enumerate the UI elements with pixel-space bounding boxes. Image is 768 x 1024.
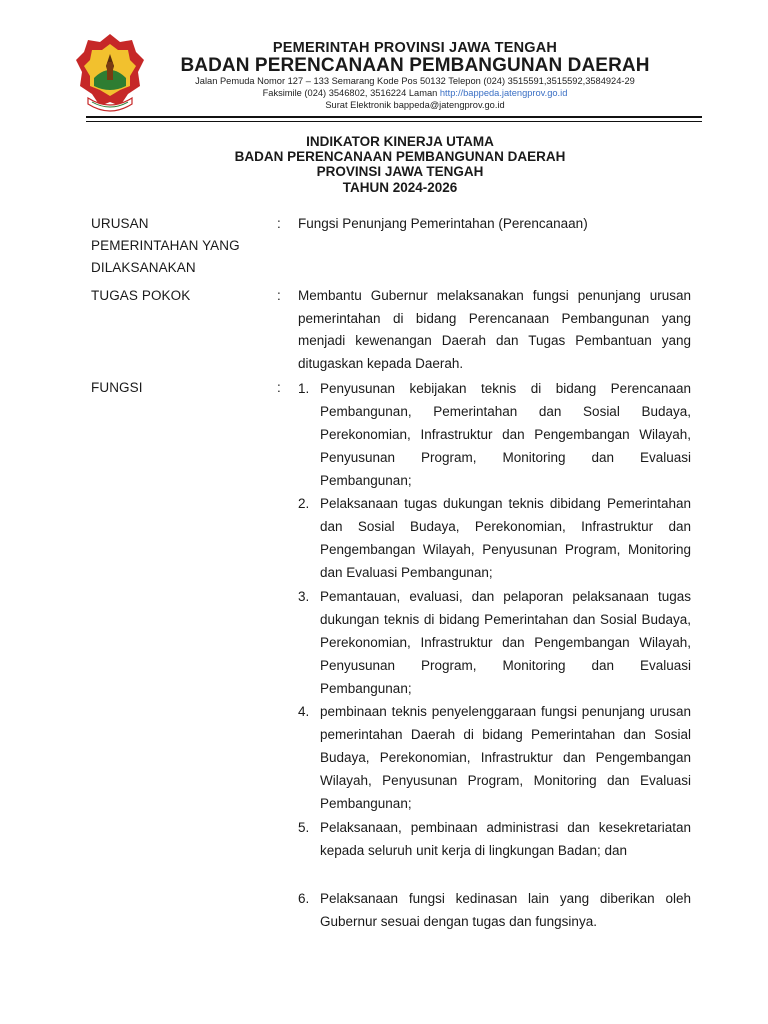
fungsi-item-text: Pelaksanaan, pembinaan administrasi dan kesekretariatan kepada seluruh unit kerja di lingkungan Badan; dan xyxy=(320,820,691,858)
fungsi-item-number: 4. xyxy=(298,704,310,719)
fungsi-item-text: Pemantauan, evaluasi, dan pelaporan pelaksanaan tugas dukungan teknis di bidang Pemerintahan dan Sosial Budaya, Perekonomian, Infrastruktur dan Pengembangan Wilayah, Penyusunan Program, Monitoring dan Evaluasi Pembangunan; xyxy=(320,589,691,696)
tugas-pokok-label: TUGAS POKOK xyxy=(91,288,191,303)
doc-title: INDIKATOR KINERJA UTAMA xyxy=(306,134,494,149)
letterhead-agency: BADAN PERENCANAAN PEMBANGUNAN DAERAH xyxy=(180,55,650,76)
fungsi-item xyxy=(298,377,691,492)
letterhead-divider-thin xyxy=(86,121,702,122)
doc-title-province: PROVINSI JAWA TENGAH xyxy=(316,164,484,179)
fungsi-item xyxy=(298,492,691,584)
fungsi-item-text: Pelaksanaan tugas dukungan teknis dibidang Pemerintahan dan Sosial Budaya, Perekonomian, Infrastruktur dan Pengembangan Wilayah, Penyusunan Program, Monitoring dan Evaluasi Pembangunan; xyxy=(320,496,691,580)
fungsi-item xyxy=(298,816,691,862)
tugas-pokok-colon: : xyxy=(277,288,281,303)
urusan-label xyxy=(91,213,240,279)
fungsi-item xyxy=(298,887,691,933)
letterhead-fax xyxy=(150,88,680,98)
fungsi-item-number: 2. xyxy=(298,496,310,511)
website-link[interactable]: http://bappeda.jatengprov.go.id xyxy=(439,88,568,98)
fungsi-item xyxy=(298,700,691,815)
fungsi-label: FUNGSI xyxy=(91,380,143,395)
fungsi-item-number: 1. xyxy=(298,381,310,396)
letterhead-divider-thick xyxy=(86,116,702,118)
tugas-pokok-value: Membantu Gubernur melaksanakan fungsi penunjang urusan pemerintahan di bidang Perencanaan Pembangunan yang menjadi kewenangan Daerah dan Tugas Pembantuan yang ditugaskan kepada Daerah. xyxy=(298,288,691,371)
urusan-label-line2: PEMERINTAHAN YANG xyxy=(91,238,240,253)
fungsi-colon: : xyxy=(277,380,281,395)
letterhead-address: Jalan Pemuda Nomor 127 – 133 Semarang Kode Pos 50132 Telepon (024) 3515591,3515592,3584924-29 xyxy=(195,76,635,86)
fungsi-item-text: Pelaksanaan fungsi kedinasan lain yang diberikan oleh Gubernur sesuai dengan tugas dan fungsinya. xyxy=(320,891,691,929)
fungsi-item-text: pembinaan teknis penyelenggaraan fungsi penunjang urusan pemerintahan Daerah di bidang Pemerintahan dan Sosial Budaya, Perekonomian, Infrastruktur dan Pengembangan Wilayah, Penyusunan Program, Monitoring dan Evaluasi Pembangunan; xyxy=(320,704,691,811)
letterhead-government: PEMERINTAH PROVINSI JAWA TENGAH xyxy=(272,40,558,56)
jawa-tengah-logo-icon xyxy=(74,32,146,120)
fungsi-item-number: 3. xyxy=(298,589,310,604)
urusan-value: Fungsi Penunjang Pemerintahan (Perencanaan) xyxy=(298,216,588,231)
urusan-label-line3: DILAKSANAKAN xyxy=(91,260,196,275)
fax-text: Faksimile (024) 3546802, 3516224 Laman xyxy=(262,88,440,98)
fungsi-item-number: 6. xyxy=(298,891,310,906)
doc-title-agency: BADAN PERENCANAAN PEMBANGUNAN DAERAH xyxy=(234,149,566,164)
doc-title-year: TAHUN 2024-2026 xyxy=(342,180,458,195)
letterhead-email: Surat Elektronik bappeda@jatengprov.go.id xyxy=(325,100,505,110)
fungsi-item-number: 5. xyxy=(298,820,310,835)
urusan-colon: : xyxy=(277,216,281,231)
urusan-label-line1: URUSAN xyxy=(91,216,149,231)
fungsi-item xyxy=(298,585,691,700)
fungsi-item-text: Penyusunan kebijakan teknis di bidang Perencanaan Pembangunan, Pemerintahan dan Sosial Budaya, Perekonomian, Infrastruktur dan Pengembangan Wilayah, Penyusunan Program, Monitoring dan Evaluasi Pembangunan; xyxy=(320,381,691,488)
